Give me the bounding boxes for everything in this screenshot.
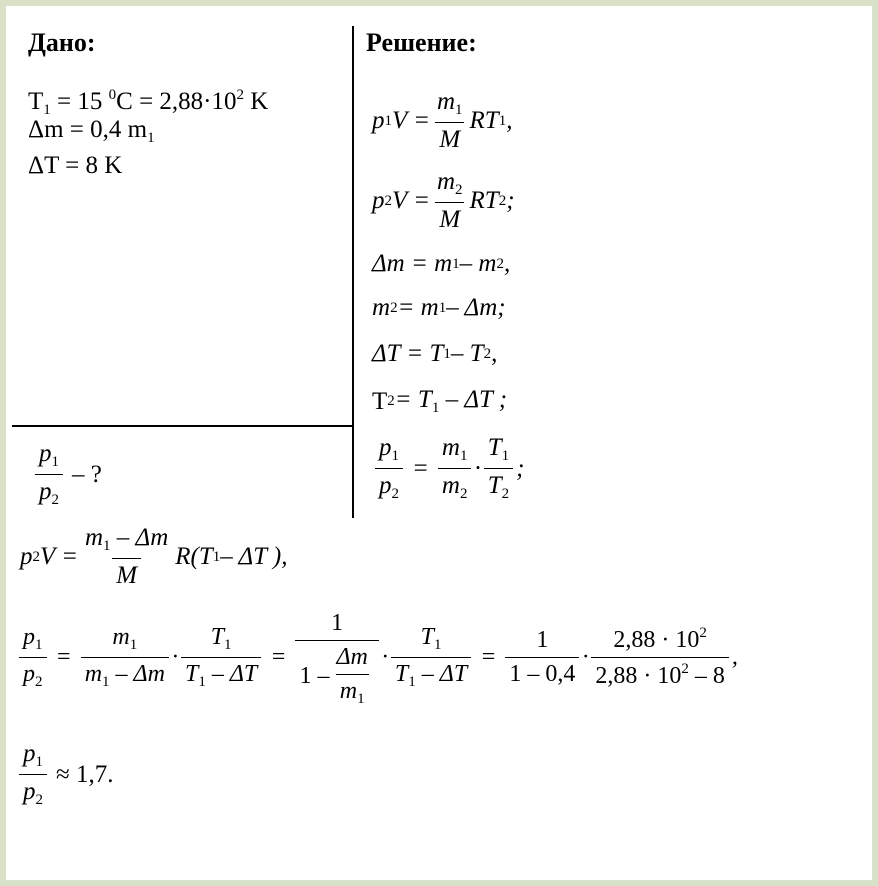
result-line: $\frac{p_1}{p_2}$ ≈ 1,7. (16, 740, 119, 809)
equation-2: p 2 V = $\frac{m_2}{M}$ RT 2 ; (372, 168, 515, 233)
equation-6: T 2 = $T_1$ – ΔT ; (372, 386, 508, 416)
solution-header: Решение: (366, 28, 477, 57)
equation-3: Δm = m 1 – m 2 , (372, 250, 511, 277)
equation-4: m 2 = m 1 – Δm; (372, 294, 506, 321)
slide-sheet (6, 6, 872, 880)
given-t1: $T_1 = 15$ $^0C = 2,88\cdot 10^2$ K (28, 87, 269, 118)
given-dm: Δm = 0,4 $m_1$ (28, 116, 155, 146)
equation-7: $\frac{p_1}{p_2}$ = $\frac{m_1}{m_2}$ · $\frac{T_1}{T_2}$ ; (372, 434, 524, 503)
derivation-line-1: p 2 V = $\frac{m_1 - \Delta m}{M}$ R(T 1 – ΔT ), (20, 524, 288, 589)
vertical-divider (352, 26, 354, 518)
equation-1: p 1 V = $\frac{m_1}{M}$ RT 1 , (372, 88, 513, 153)
horizontal-divider (12, 425, 352, 427)
find-ratio: $\frac{p_1}{p_2}$ – ? (32, 440, 108, 509)
given-header: Дано: (28, 28, 96, 57)
derivation-line-2: $\frac{p_1}{p_2}$ = $\frac{m_1}{m_1 - \Delta m}$ · $\frac{T_1}{T_1 - \Delta T}$ = 1 1 – $\frac{\Delta m}{m_1}$ · $\frac{T_1}{T_1 - \Delta T}$ = $\frac{1}{1 - 0,4}$ · $\frac{2,88 \cdot 10^2}{2,88 \cdot 10^2 - 8}$ , (16, 606, 738, 708)
given-dt: ΔT = 8 K (28, 152, 123, 179)
equation-5: ΔT = T 1 – T 2 , (372, 340, 498, 367)
